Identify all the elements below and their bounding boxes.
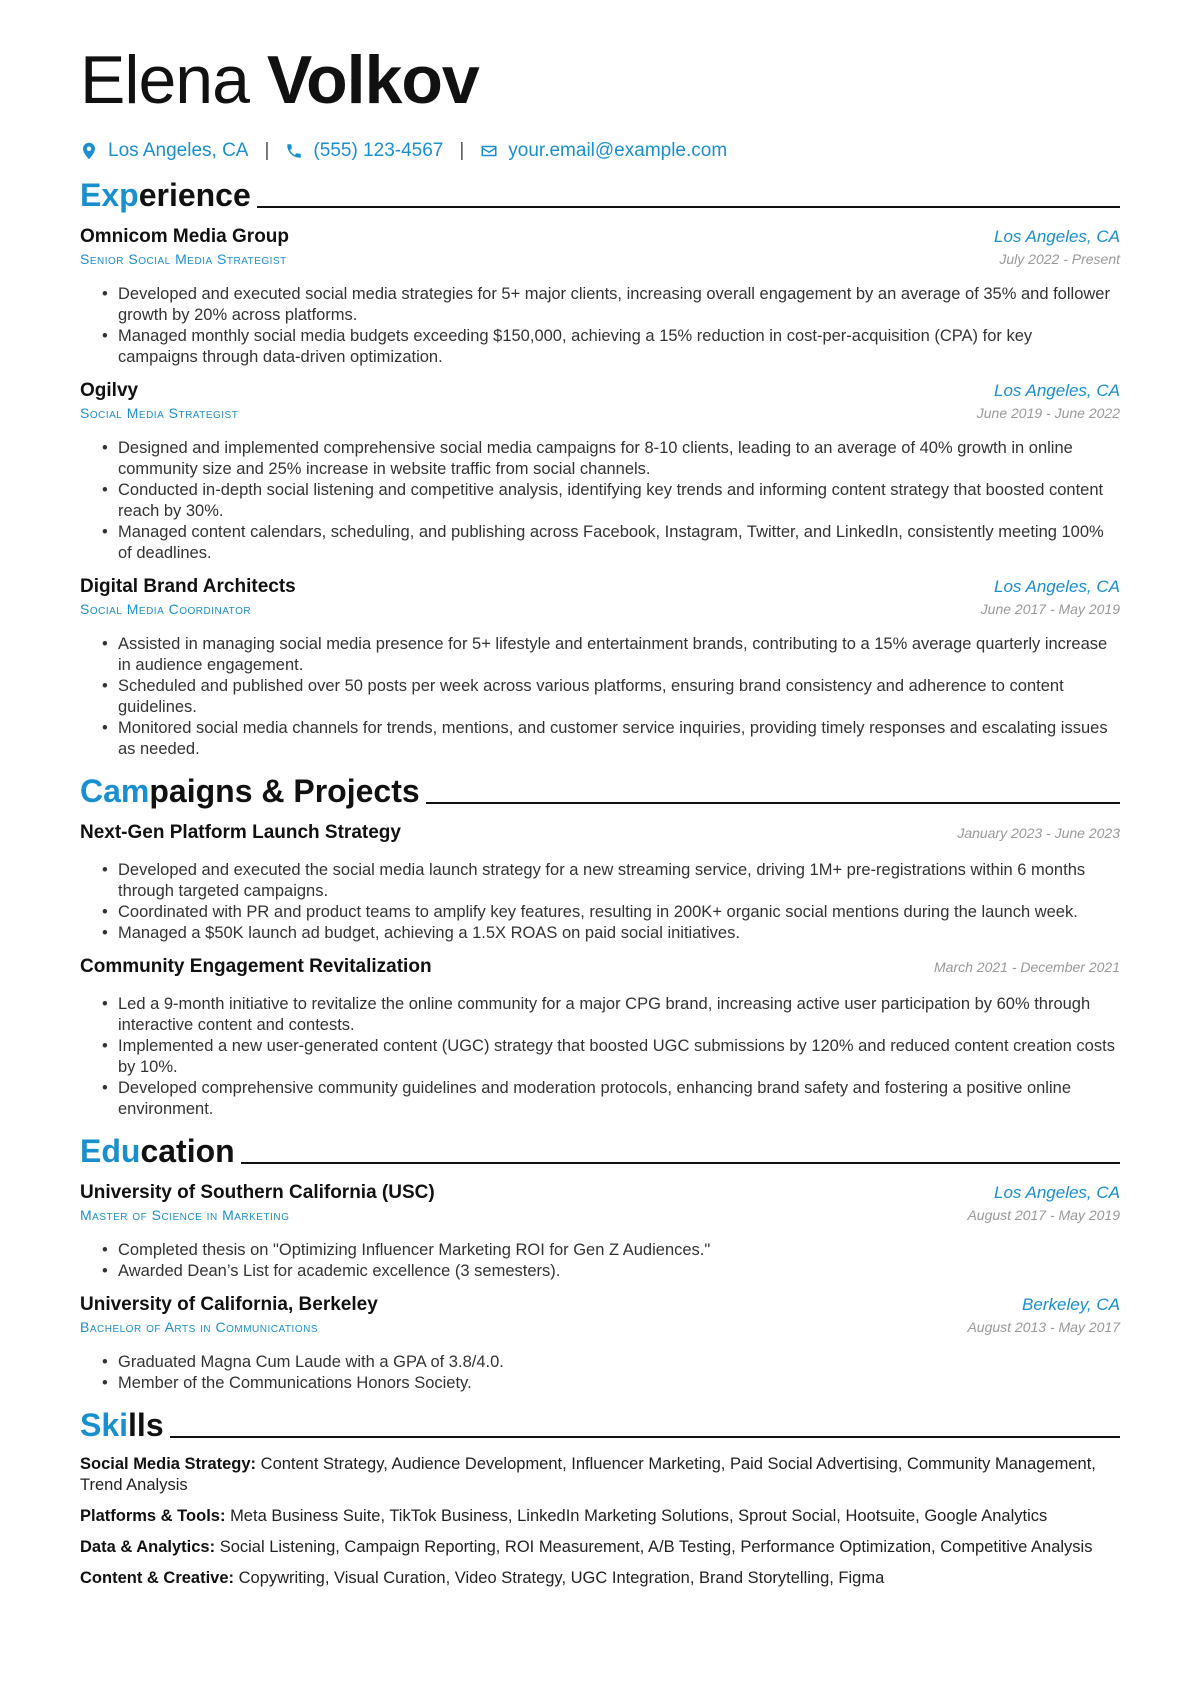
bullet-item: • Managed a $50K launch ad budget, achieving a 1.5X ROAS on paid social initiatives. (118, 923, 1120, 944)
phone-icon (285, 142, 303, 160)
employer-name: Omnicom Media Group (80, 226, 290, 247)
job-title: Social Media Coordinator (80, 601, 252, 617)
heading-accent: Cam (80, 773, 150, 809)
bullet-list (80, 1352, 1120, 1394)
bullet-list (80, 284, 1120, 368)
skill-values: Content Strategy, Audience Development, Influencer Marketing, Paid Social Advertising, Community Management, Trend Analysis (80, 1455, 1096, 1494)
bullet-item: • Monitored social media channels for trends, mentions, and customer service inquiries, providing timely responses and escalating issues as needed. (118, 718, 1120, 760)
skill-values: Meta Business Suite, TikTok Business, LinkedIn Marketing Solutions, Sprout Social, Hootsuite, Google Analytics (230, 1507, 1048, 1525)
entry-dates: July 2022 - Present (999, 251, 1120, 267)
first-name: Elena (80, 42, 249, 118)
skill-category: Content & Creative: (80, 1569, 235, 1587)
entry-location: Los Angeles, CA (994, 1183, 1120, 1202)
location-text: Los Angeles, CA (108, 140, 249, 161)
bullet-list (80, 860, 1120, 944)
contact-separator: | (264, 140, 270, 161)
school-name: University of Southern California (USC) (80, 1182, 435, 1203)
heading-rest: lls (128, 1407, 164, 1443)
entry-dates: March 2021 - December 2021 (934, 959, 1120, 975)
bullet-item: • Developed comprehensive community guidelines and moderation protocols, enhancing brand safety and fostering a positive online environment. (118, 1078, 1120, 1120)
education-entry (80, 1294, 1120, 1394)
experience-entry (80, 226, 1120, 368)
project-entry (80, 822, 1120, 944)
education-entry (80, 1182, 1120, 1282)
heading-rule (170, 1436, 1120, 1438)
projects-heading (80, 770, 1120, 810)
job-title: Social Media Strategist (80, 405, 239, 421)
experience-entry (80, 576, 1120, 760)
degree: Master of Science in Marketing (80, 1207, 290, 1223)
contact-separator: | (459, 140, 465, 161)
skill-row (80, 1537, 1120, 1558)
contact-email[interactable] (480, 140, 727, 162)
employer-name: Ogilvy (80, 380, 139, 401)
entry-location: Los Angeles, CA (994, 381, 1120, 400)
bullet-item: • Conducted in-depth social listening and competitive analysis, identifying key trends and informing content strategy that boosted content reach by 30%. (118, 480, 1120, 522)
experience-heading (80, 174, 1120, 214)
skill-row (80, 1506, 1120, 1527)
entry-dates: August 2017 - May 2019 (967, 1207, 1120, 1223)
entry-location: Los Angeles, CA (994, 577, 1120, 596)
bullet-item: • Awarded Dean’s List for academic excellence (3 semesters). (118, 1261, 1120, 1282)
project-entry (80, 956, 1120, 1120)
bullet-list (80, 994, 1120, 1120)
contact-phone[interactable] (285, 140, 443, 162)
heading-rest: cation (140, 1133, 235, 1169)
bullet-item: • Coordinated with PR and product teams to amplify key features, resulting in 200K+ organic social mentions during the launch week. (118, 902, 1120, 923)
skill-category: Social Media Strategy: (80, 1455, 257, 1473)
envelope-icon (480, 142, 498, 160)
heading-rule (241, 1162, 1120, 1164)
bullet-list (80, 1240, 1120, 1282)
bullet-list (80, 438, 1120, 564)
email-text: your.email@example.com (508, 140, 728, 161)
entry-location: Los Angeles, CA (994, 227, 1120, 246)
experience-entry (80, 380, 1120, 564)
bullet-item: • Led a 9-month initiative to revitalize the online community for a major CPG brand, increasing active user participation by 60% through interactive content and contests. (118, 994, 1120, 1036)
bullet-item: • Implemented a new user-generated content (UGC) strategy that boosted UGC submissions by 120% and reduced content creation costs by 10%. (118, 1036, 1120, 1078)
degree: Bachelor of Arts in Communications (80, 1319, 318, 1335)
bullet-item: • Developed and executed social media strategies for 5+ major clients, increasing overall engagement by an average of 35% and follower growth by 20% across platforms. (118, 284, 1120, 326)
entry-dates: August 2013 - May 2017 (967, 1319, 1120, 1335)
last-name: Volkov (266, 42, 479, 118)
heading-rule (426, 802, 1120, 804)
school-name: University of California, Berkeley (80, 1294, 378, 1315)
map-pin-icon (80, 142, 98, 160)
heading-accent: Exp (80, 177, 139, 213)
bullet-item: • Designed and implemented comprehensive social media campaigns for 8-10 clients, leading to an average of 40% growth in online community size and 25% increase in website traffic from social channels. (118, 438, 1120, 480)
employer-name: Digital Brand Architects (80, 576, 296, 597)
entry-dates: June 2019 - June 2022 (976, 405, 1120, 421)
phone-text: (555) 123-4567 (313, 140, 444, 161)
job-title: Senior Social Media Strategist (80, 251, 287, 267)
heading-rest: erience (138, 177, 251, 213)
entry-dates: June 2017 - May 2019 (980, 601, 1120, 617)
heading-rule (257, 206, 1120, 208)
bullet-item: • Member of the Communications Honors Society. (118, 1373, 1120, 1394)
bullet-item: • Developed and executed the social media launch strategy for a new streaming service, driving 1M+ pre-registrations within 6 months through targeted campaigns. (118, 860, 1120, 902)
entry-location: Berkeley, CA (1022, 1295, 1120, 1314)
skill-values: Social Listening, Campaign Reporting, ROI Measurement, A/B Testing, Performance Optimization, Competitive Analysis (219, 1538, 1093, 1556)
bullet-item: • Managed monthly social media budgets exceeding $150,000, achieving a 15% reduction in cost-per-acquisition (CPA) for key campaigns through data-driven optimization. (118, 326, 1120, 368)
skill-category: Data & Analytics: (80, 1538, 216, 1556)
heading-accent: Ski (80, 1407, 129, 1443)
skill-row (80, 1454, 1120, 1496)
skill-category: Platforms & Tools: (80, 1507, 226, 1525)
entry-dates: January 2023 - June 2023 (957, 825, 1120, 841)
bullet-list (80, 634, 1120, 760)
resume-page (80, 40, 1120, 1589)
heading-rest: paigns & Projects (149, 773, 420, 809)
project-title: Community Engagement Revitalization (80, 956, 432, 977)
heading-accent: Edu (80, 1133, 141, 1169)
bullet-item: • Graduated Magna Cum Laude with a GPA of 3.8/4.0. (118, 1352, 1120, 1373)
skill-row (80, 1568, 1120, 1589)
bullet-item: • Managed content calendars, scheduling, and publishing across Facebook, Instagram, Twitter, and LinkedIn, consistently meeting 100% of deadlines. (118, 522, 1120, 564)
education-heading (80, 1130, 1120, 1170)
bullet-item: • Assisted in managing social media presence for 5+ lifestyle and entertainment brands, contributing to a 15% average quarterly increase in audience engagement. (118, 634, 1120, 676)
skill-values: Copywriting, Visual Curation, Video Strategy, UGC Integration, Brand Storytelling, Figma (238, 1569, 885, 1587)
contact-location (80, 140, 248, 162)
skills-heading (80, 1404, 1120, 1444)
project-title: Next-Gen Platform Launch Strategy (80, 822, 401, 843)
bullet-item: • Scheduled and published over 50 posts per week across various platforms, ensuring brand consistency and adherence to content guidelines. (118, 676, 1120, 718)
candidate-name (80, 40, 1120, 120)
contact-line (80, 138, 1120, 164)
bullet-item: • Completed thesis on "Optimizing Influencer Marketing ROI for Gen Z Audiences." (118, 1240, 1120, 1261)
